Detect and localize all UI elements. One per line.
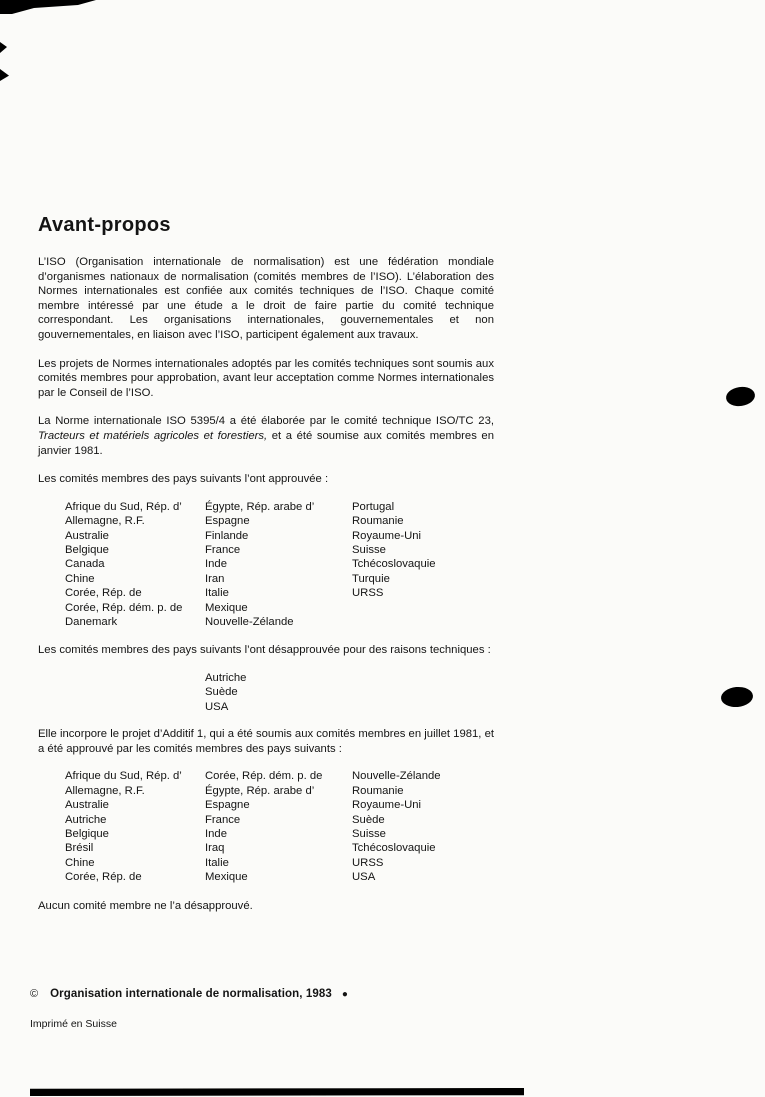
additif-column-2: [205, 769, 352, 884]
additif-country-list: [65, 769, 494, 884]
country-item: Afrique du Sud, Rép. d’: [65, 770, 182, 783]
country-item: Italie: [205, 856, 229, 869]
country-item: URSS: [352, 587, 384, 600]
scan-ink-blot-right-1: [725, 385, 756, 408]
country-item: Royaume-Uni: [352, 799, 422, 812]
country-item: Brésil: [65, 842, 94, 855]
country-item: Suisse: [352, 828, 386, 840]
country-item: Chine: [65, 572, 95, 585]
printed-in-text: Imprimé en Suisse: [30, 1018, 117, 1030]
country-item: Corée, Rép. de: [65, 871, 142, 884]
footer-dot-icon: ●: [341, 988, 348, 1000]
country-item: Turquie: [352, 572, 390, 585]
country-item: Suède: [205, 686, 238, 699]
country-item: USA: [352, 871, 376, 884]
country-item: Allemagne, R.F.: [65, 784, 145, 797]
country-item: Inde: [205, 828, 227, 840]
paragraph-iso-intro: L’ISO (Organisation internationale de normalisation) est une fédération mondiale d’organismes nationaux de normalisation (comités membres de l’ISO). L’élaboration des Normes internationales est confiée aux comités techniques de l’ISO. Chaque comité membre intéressé par une étude a le droit de faire partie du comité technique correspondant. Les organisations internationales, gouvernementales et non gouvernementales, en liaison avec l’ISO, participent également aux travaux.: [38, 256, 494, 341]
paragraph-standard-origin-italic: Tracteurs et matériels agricoles et forestiers,: [38, 429, 268, 442]
country-item: Nouvelle-Zélande: [205, 615, 294, 628]
paragraph-disapproved-intro: Les comités membres des pays suivants l’ont désapprouvée pour des raisons techniques :: [38, 644, 491, 657]
country-item: Belgique: [65, 828, 109, 840]
additif-column-1: [65, 769, 205, 884]
country-item: Corée, Rép. de: [65, 587, 142, 600]
copyright-footer: [30, 988, 348, 1000]
paragraph-no-disapproval: Aucun comité membre ne l’a désapprouvé.: [38, 899, 253, 912]
country-item: Corée, Rép. dém. p. de: [205, 770, 323, 783]
country-item: Belgique: [65, 543, 109, 556]
scan-speck-left-2: [0, 69, 9, 81]
copyright-text: Organisation internationale de normalisation, 1983: [50, 988, 332, 1000]
additif-column-3: [352, 769, 441, 884]
scan-ink-blot-right-2: [720, 686, 754, 709]
country-item: Australie: [65, 529, 109, 542]
paragraph-additif-intro: Elle incorpore le projet d’Additif 1, qui a été soumis aux comités membres en juillet 1981, et a été approuvé par les comités membres des pays suivants :: [38, 728, 494, 755]
approved-column-2: [205, 500, 352, 630]
country-item: Espagne: [205, 799, 250, 812]
paragraph-standard-origin: [38, 414, 494, 458]
approved-column-3: [352, 500, 436, 630]
country-item: USA: [205, 700, 229, 713]
paragraph-approved-intro: Les comités membres des pays suivants l’ont approuvée :: [38, 473, 329, 486]
country-item: Afrique du Sud, Rép. d’: [65, 500, 182, 513]
copyright-line: [30, 988, 348, 1000]
paragraph-standard-origin-after: et a été soumise aux comités membres en janvier 1981.: [38, 429, 494, 457]
country-item: Tchécoslovaquie: [352, 558, 436, 571]
country-item: Portugal: [352, 500, 395, 513]
country-item: Royaume-Uni: [352, 529, 422, 542]
country-item: Roumanie: [352, 784, 404, 797]
country-item: Roumanie: [352, 515, 404, 528]
country-item: France: [205, 543, 241, 556]
country-item: Allemagne, R.F.: [65, 515, 145, 528]
approved-country-list: [65, 500, 494, 630]
country-item: Suède: [352, 813, 385, 826]
copyright-symbol: ©: [30, 988, 39, 1000]
page-content: [38, 214, 494, 927]
country-item: Corée, Rép. dém. p. de: [65, 601, 183, 614]
paragraph-standard-origin-before: La Norme internationale ISO 5395/4 a été élaborée par le comité technique ISO/TC 23,: [38, 415, 494, 428]
country-item: Mexique: [205, 871, 248, 884]
country-item: URSS: [352, 856, 384, 869]
disapproved-country-list: [205, 671, 494, 714]
country-item: Australie: [65, 799, 109, 812]
country-item: Danemark: [65, 615, 118, 628]
country-item: Mexique: [205, 601, 248, 614]
page-title: Avant-propos: [38, 214, 171, 236]
country-item: Égypte, Rép. arabe d’: [205, 500, 315, 513]
country-item: Chine: [65, 856, 95, 869]
country-item: Nouvelle-Zélande: [352, 770, 441, 783]
country-item: Finlande: [205, 529, 249, 542]
country-item: Inde: [205, 558, 227, 571]
country-item: Autriche: [65, 813, 107, 826]
country-item: Égypte, Rép. arabe d’: [205, 784, 315, 797]
country-item: Iraq: [205, 842, 225, 855]
country-item: Italie: [205, 587, 229, 600]
approved-column-1: [65, 500, 205, 630]
paragraph-draft-process: Les projets de Normes internationales adoptés par les comités techniques sont soumis aux comités membres pour approbation, avant leur acceptation comme Normes internationales par le Conseil de l’ISO.: [38, 357, 494, 399]
country-item: Canada: [65, 558, 105, 571]
country-item: France: [205, 813, 241, 826]
country-item: Autriche: [205, 671, 247, 684]
country-item: Espagne: [205, 515, 250, 528]
scan-bar-bottom: [30, 1088, 524, 1096]
country-item: Iran: [205, 572, 225, 585]
scan-speck-left-1: [0, 42, 7, 53]
scan-smudge-top-left: [0, 0, 96, 14]
country-item: Suisse: [352, 543, 386, 556]
country-item: Tchécoslovaquie: [352, 842, 436, 855]
